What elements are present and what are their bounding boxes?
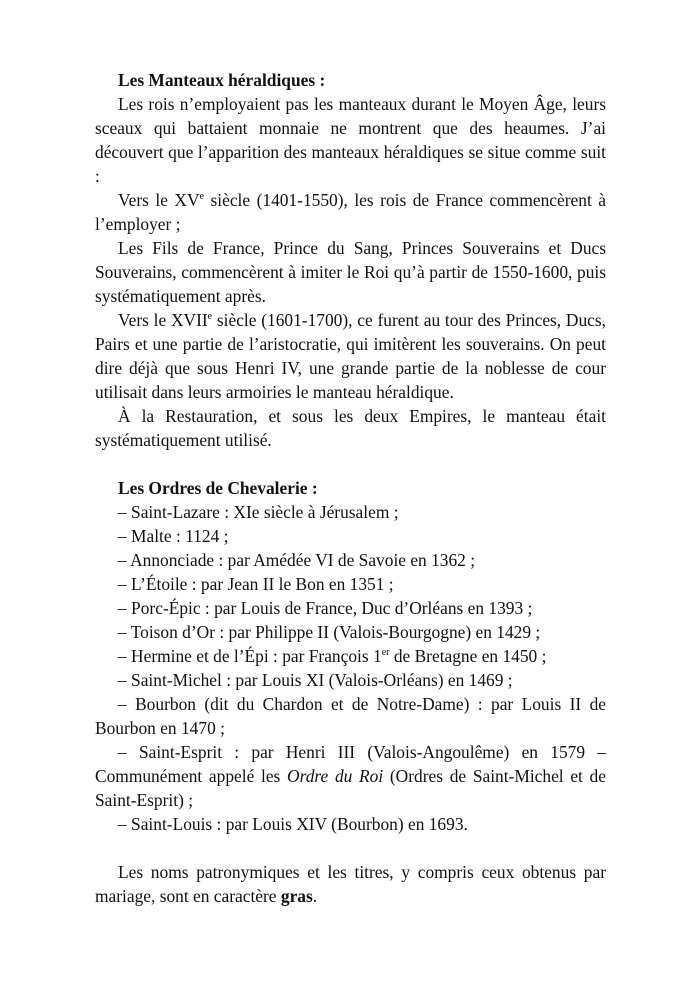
ordre-item: – Saint-Esprit : par Henri III (Valois-Angoulême) en 1579 – Communément appelé les Ordre du Roi (Ordres de Saint-Michel et de Saint-Esprit) ; [95,742,606,810]
manteaux-heading: Les Manteaux héraldiques : [118,70,326,90]
ordre-item: – Saint-Lazare : XIe siècle à Jérusalem ; [118,502,399,522]
ordre-item: – Saint-Michel : par Louis XI (Valois-Orléans) en 1469 ; [118,670,513,690]
manteaux-paragraph-1: Les rois n’employaient pas les manteaux durant le Moyen Âge, leurs sceaux qui battaient monnaie ne montrent que des heaumes. J’ai découvert que l’apparition des manteaux héraldiques se situe comme suit : [95,94,606,186]
ordres-heading: Les Ordres de Chevalerie : [118,478,318,498]
note-paragraph: Les noms patronymiques et les titres, y compris ceux obtenus par mariage, sont en caractère gras. [95,862,606,906]
section-spacer [95,452,606,476]
ordre-item: – Hermine et de l’Épi : par François 1er de Bretagne en 1450 ; [118,646,547,666]
ordre-item: – Porc-Épic : par Louis de France, Duc d’Orléans en 1393 ; [118,598,533,618]
ordre-item: – Toison d’Or : par Philippe II (Valois-Bourgogne) en 1429 ; [118,622,541,642]
manteaux-paragraph-3: Les Fils de France, Prince du Sang, Princes Souverains et Ducs Souverains, commencèrent à imiter le Roi qu’à partir de 1550-1600, puis systématiquement après. [95,238,606,306]
ordre-item: – Annonciade : par Amédée VI de Savoie en 1362 ; [118,550,476,570]
document-page [95,68,606,908]
ordre-item: – L’Étoile : par Jean II le Bon en 1351 ; [118,574,394,594]
manteaux-paragraph-2: Vers le XVe siècle (1401-1550), les rois de France commencèrent à l’employer ; [95,190,606,234]
ordre-item: – Saint-Louis : par Louis XIV (Bourbon) en 1693. [118,814,468,834]
ordre-item: – Bourbon (dit du Chardon et de Notre-Dame) : par Louis II de Bourbon en 1470 ; [95,694,606,738]
manteaux-paragraph-4: Vers le XVIIe siècle (1601-1700), ce furent au tour des Princes, Ducs, Pairs et une partie de l’aristocratie, qui imitèrent les souverains. On peut dire déjà que sous Henri IV, une grande partie de la noblesse de cour utilisait dans leurs armoiries le manteau héraldique. [95,310,606,402]
manteaux-paragraph-5: À la Restauration, et sous les deux Empires, le manteau était systématiquement utilisé. [95,406,606,450]
ordre-item: – Malte : 1124 ; [118,526,229,546]
section-spacer [95,836,606,860]
